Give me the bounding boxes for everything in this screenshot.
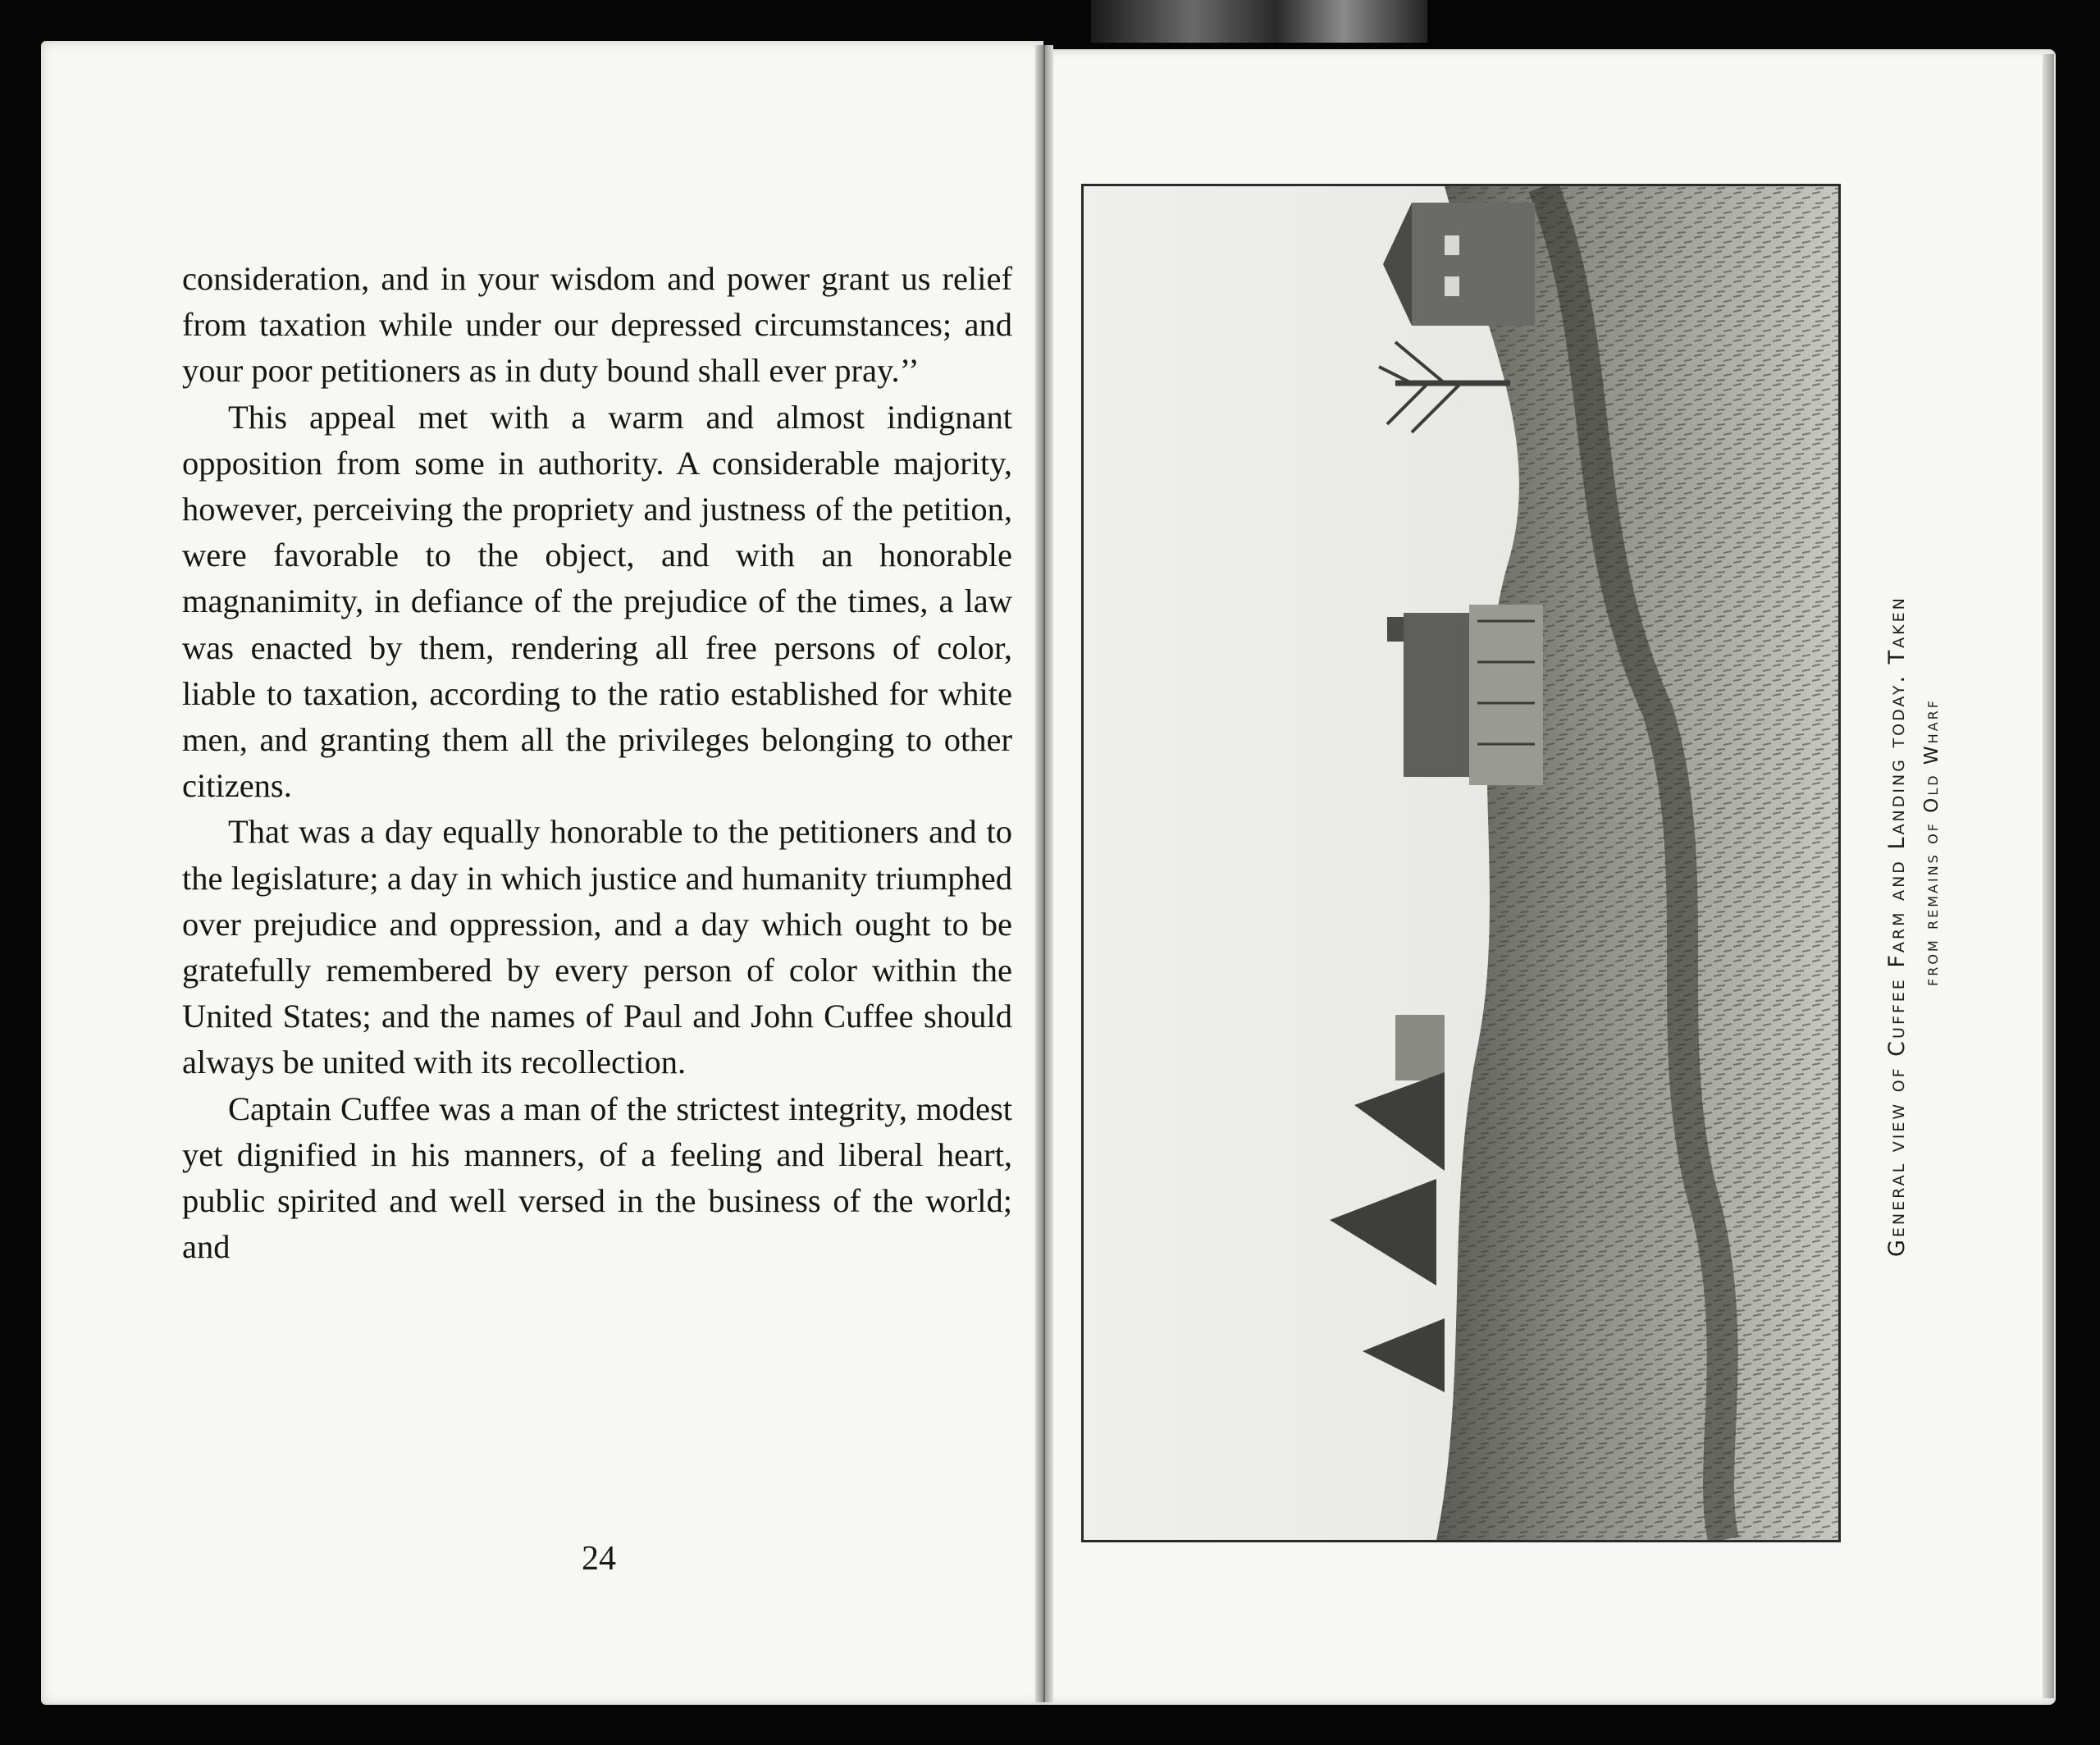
- page-edge: [2043, 54, 2054, 1698]
- photo-image: [1084, 186, 1838, 1540]
- paragraph: That was a day equally honorable to the petitioners and to the legislature; a day in which justice and humanity triumphed over prejudice and oppression, and a day which ought to be gratefully remembered by every person of color within the United States; and the names of Paul and John Cuffee should always be united with its recollection.: [182, 813, 1012, 1081]
- farmhouse: [1387, 605, 1543, 785]
- page-number: 24: [582, 1540, 616, 1578]
- body-text: [182, 256, 1012, 1270]
- paragraph: Captain Cuffee was a man of the strictest integrity, modest yet dignified in his manners, of a feeling and liberal heart, public spirited and well versed in the business of the world; and: [182, 1089, 1012, 1266]
- background-scrap: [1091, 0, 1427, 43]
- photo-caption: [1879, 354, 1952, 1257]
- paragraph: consideration, and in your wisdom and power grant us relief from taxation while under our depressed circumstances; and your poor petitioners as in duty bound shall ever pray.’’: [182, 260, 1012, 390]
- shed: [1395, 1015, 1445, 1080]
- farm-photograph: [1081, 184, 1841, 1542]
- caption-line-2: from remains of Old Wharf: [1921, 698, 1942, 986]
- barn: [1383, 203, 1535, 326]
- book-gutter: [1035, 45, 1053, 1702]
- paragraph: This appeal met with a warm and almost indignant opposition from some in authority. A considerable majority, however, perceiving the propriety and justness of the petition, were favorable to the object, and with an honorable magnanimity, in defiance of the prejudice of the times, a law was enacted by them, rendering all free persons of color, liable to taxation, according to the ratio established for white men, and granting them all the privileges belonging to other citizens.: [182, 398, 1012, 805]
- caption-line-1: General view of Cuffee Farm and Landing today. Taken: [1884, 596, 1910, 1257]
